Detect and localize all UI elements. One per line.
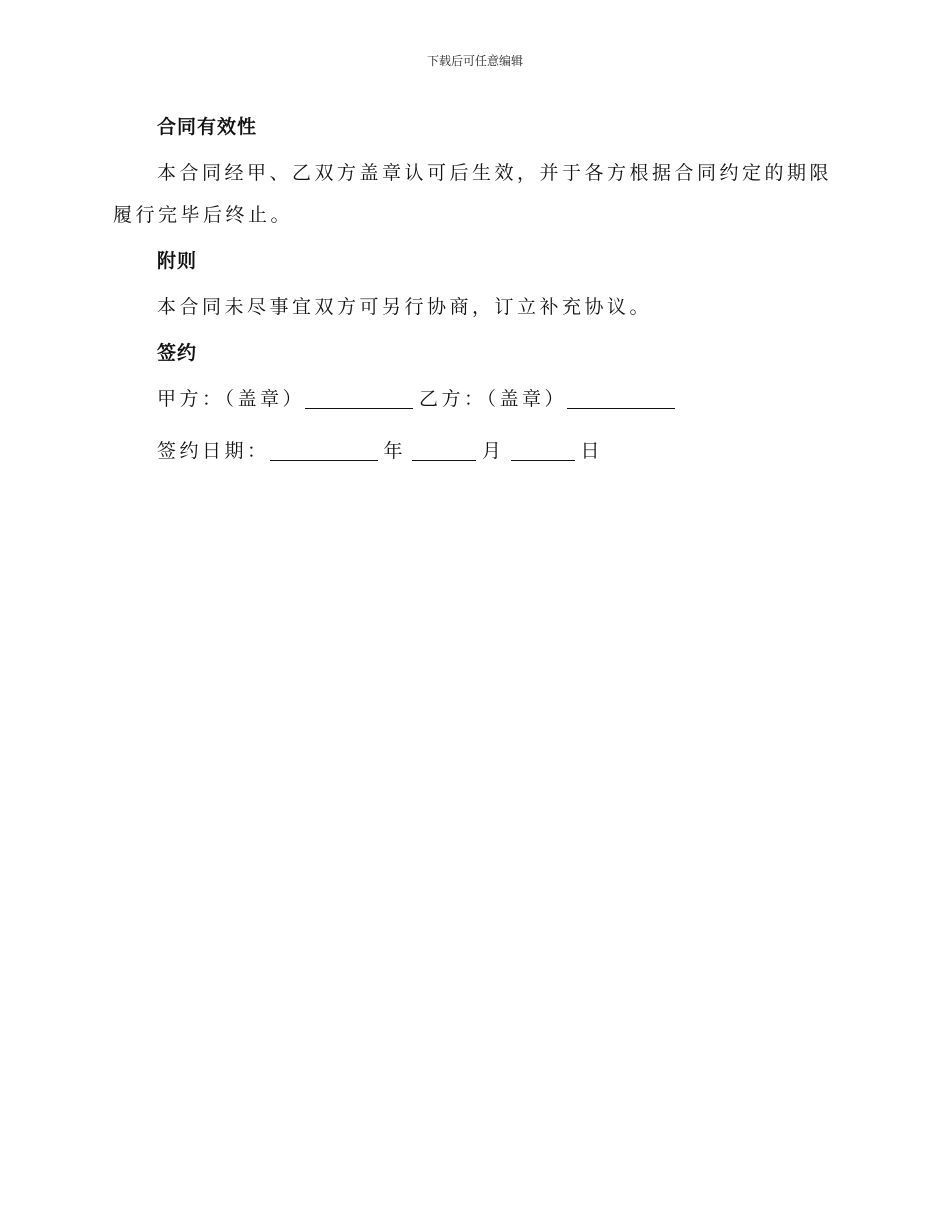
section-body-validity: 本合同经甲、乙双方盖章认可后生效，并于各方根据合同约定的期限履行完毕后终止。	[113, 162, 833, 226]
party-a-label: 甲方：	[157, 388, 225, 410]
month-label: 月	[482, 440, 505, 462]
year-blank[interactable]	[270, 438, 378, 461]
party-b-seal: （盖章）	[486, 388, 568, 410]
section-heading-appendix: 附则	[157, 250, 198, 272]
party-a-seal: （盖章）	[224, 388, 306, 410]
month-blank[interactable]	[412, 438, 476, 461]
section-body-appendix: 本合同未尽事宜双方可另行协商，订立补充协议。	[157, 296, 653, 318]
signing-date-line	[113, 430, 833, 472]
party-b-label: 乙方：	[419, 388, 487, 410]
document-body	[113, 112, 833, 482]
party-signature-line	[113, 378, 833, 420]
party-a-blank[interactable]	[305, 386, 413, 409]
section-heading-validity: 合同有效性	[157, 116, 258, 138]
year-label: 年	[383, 440, 407, 462]
party-b-blank[interactable]	[567, 386, 675, 409]
page-header	[0, 53, 950, 69]
day-label: 日	[580, 440, 604, 462]
signing-date-label: 签约日期：	[157, 440, 270, 462]
header-text: 下载后可任意编辑	[426, 54, 523, 68]
day-blank[interactable]	[511, 438, 575, 461]
section-heading-signing: 签约	[157, 342, 198, 364]
